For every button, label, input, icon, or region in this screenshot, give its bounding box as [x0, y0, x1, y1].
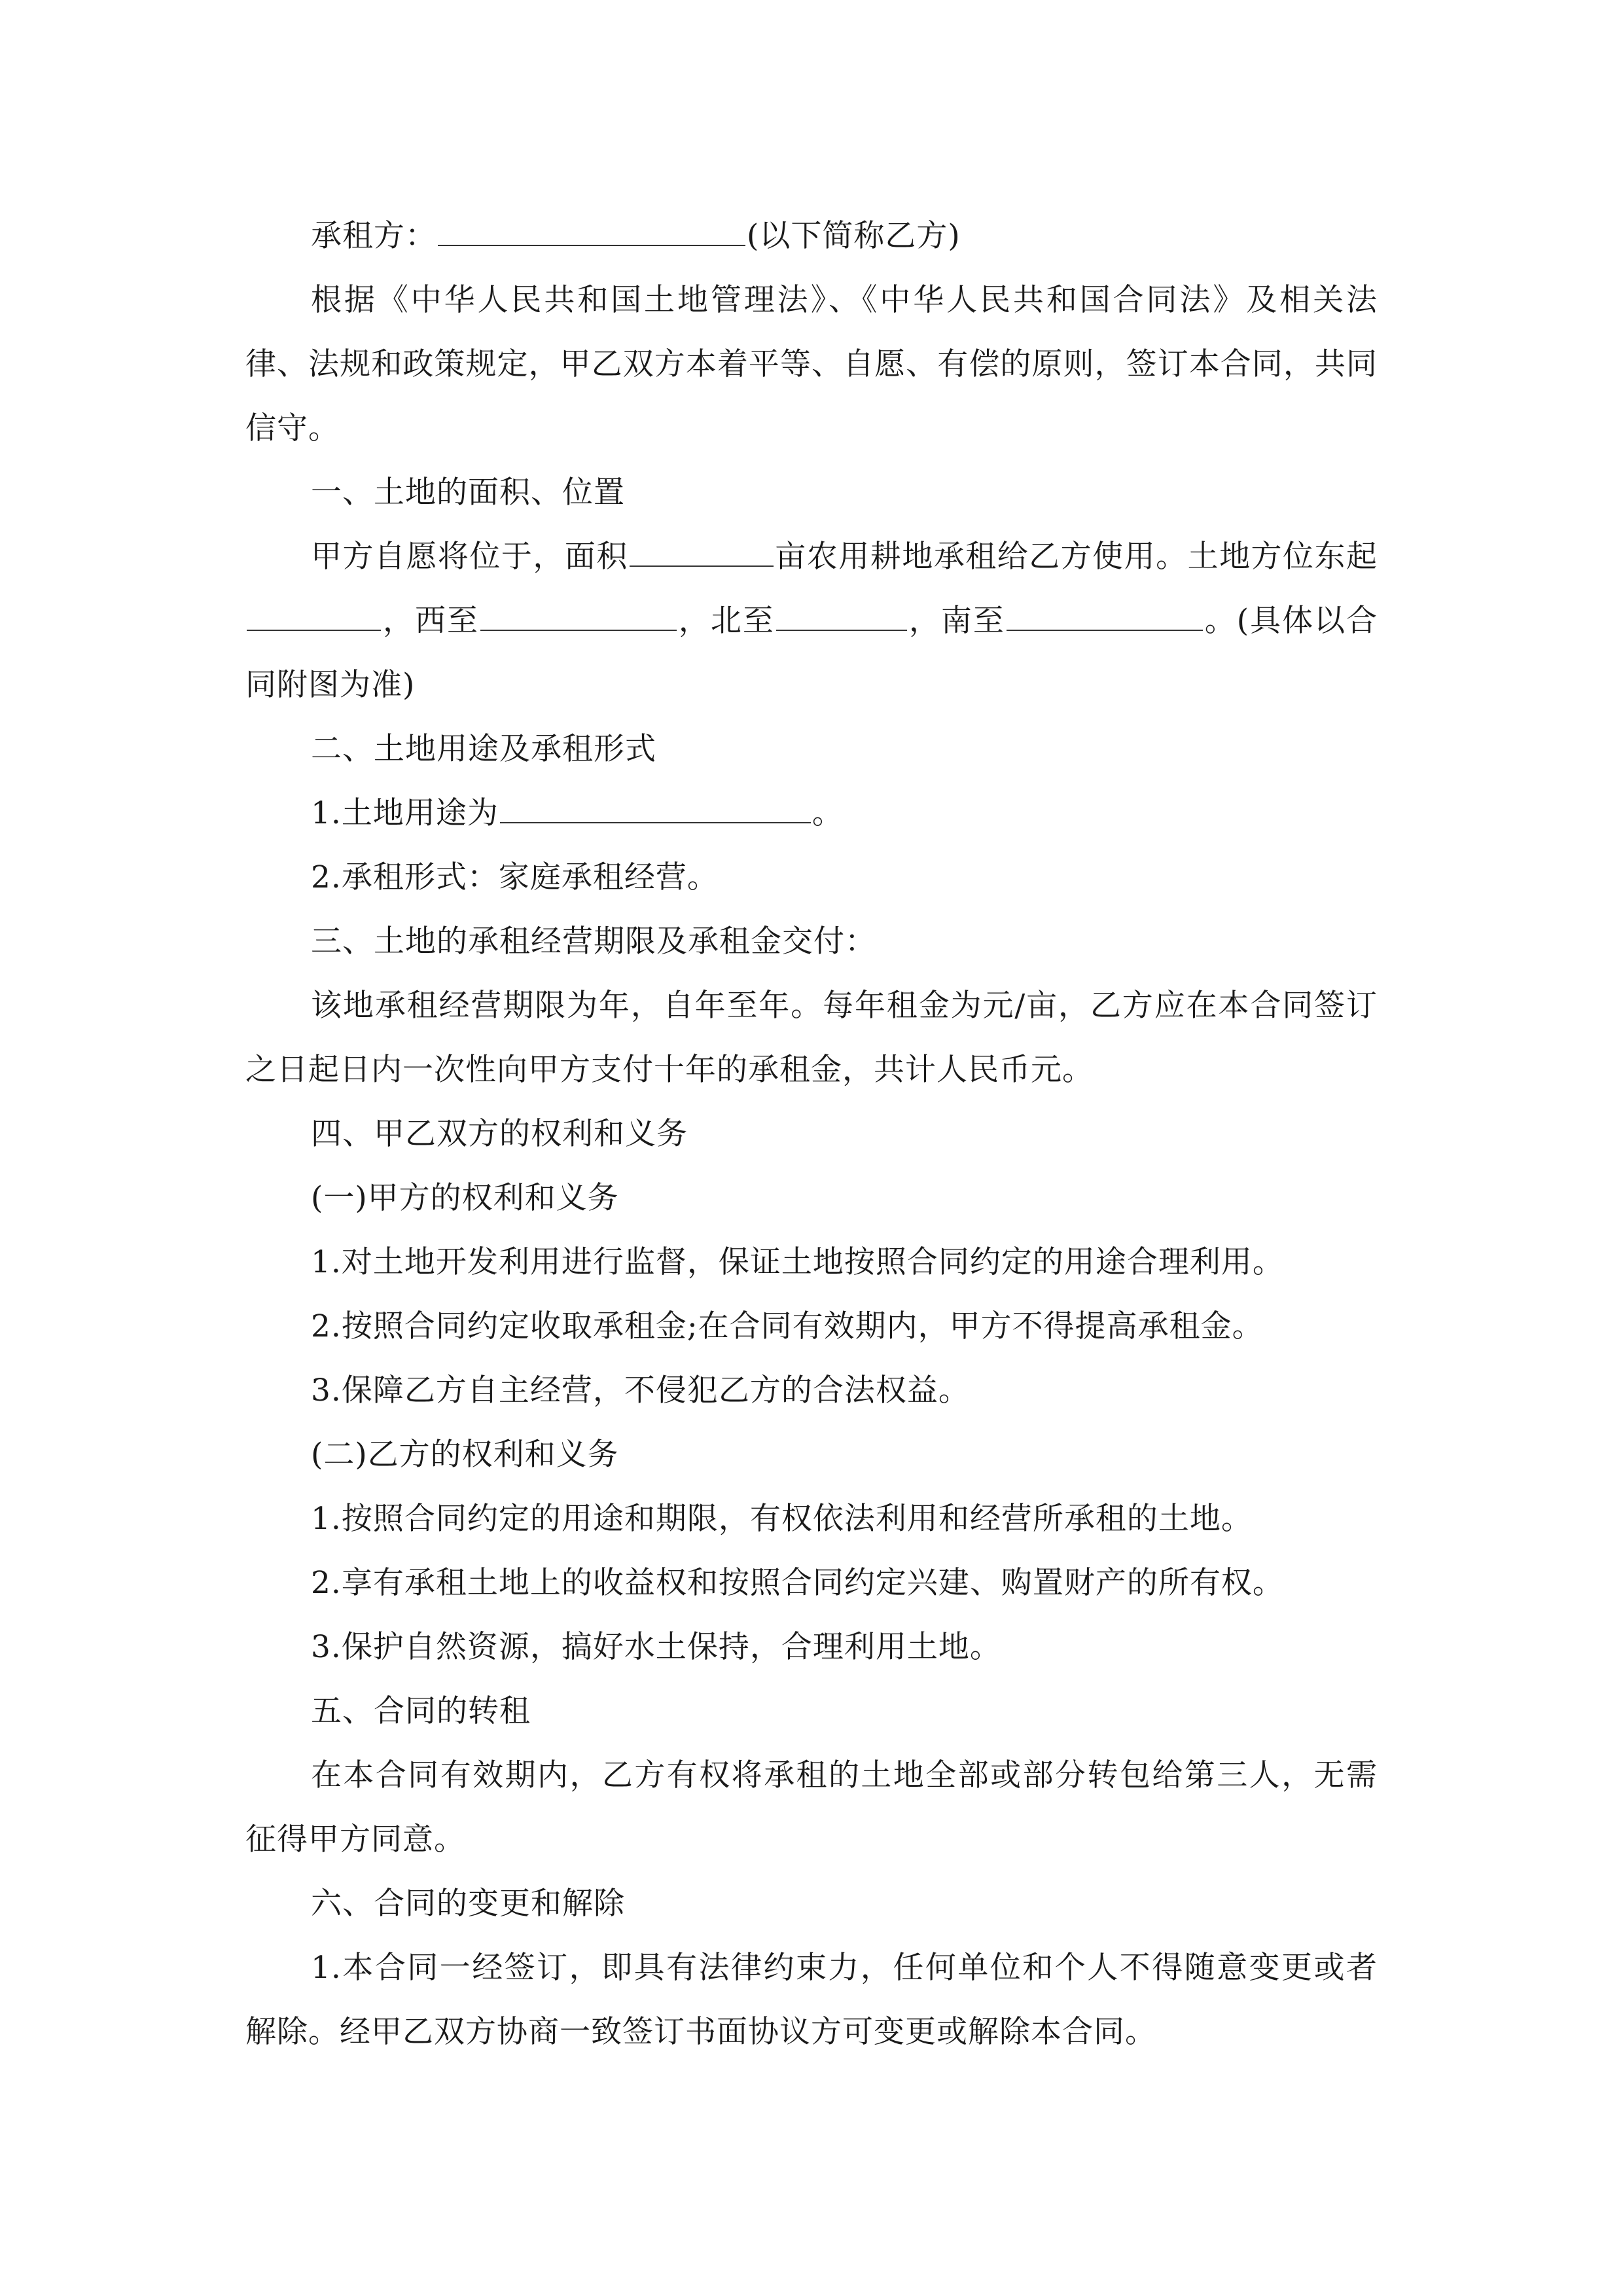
section-5-body: 在本合同有效期内，乙方有权将承租的土地全部或部分转包给第三人，无需征得甲方同意。	[245, 1757, 1378, 1857]
section-5-heading: 五、合同的转租	[311, 1693, 531, 1729]
section-1-heading: 一、土地的面积、位置	[311, 475, 625, 511]
section-3-body: 该地承租经营期限为年，自年至年。每年租金为元/亩，乙方应在本合同签订之日起日内一次性向甲方支付十年的承租金，共计人民币元。	[245, 988, 1378, 1088]
party-a-item: 3.保障乙方自主经营，不侵犯乙方的合法权益。	[311, 1372, 970, 1408]
land-use-blank	[500, 821, 811, 823]
party-b-item: 3.保护自然资源，搞好水土保持，合理利用土地。	[311, 1629, 1001, 1665]
land-use-suffix: 。	[812, 795, 844, 831]
lessee-name-blank	[438, 244, 745, 246]
land-use-label: 1.土地用途为	[311, 795, 499, 831]
lessee-suffix: (以下简称乙方)	[747, 218, 961, 254]
contract-page	[245, 204, 1378, 2064]
section-2-item-1	[245, 781, 1378, 846]
lessee-line	[245, 204, 1378, 268]
section-1-body	[245, 525, 1378, 717]
party-b-item: 2.享有承租土地上的收益权和按照合同约定兴建、购置财产的所有权。	[311, 1565, 1284, 1601]
party-a-item: 1.对土地开发利用进行监督，保证土地按照合同约定的用途合理利用。	[311, 1244, 1284, 1280]
east-blank	[247, 629, 381, 631]
section-2-heading: 二、土地用途及承租形式	[311, 731, 656, 767]
s1-text-5: ，南至	[908, 603, 1005, 639]
party-a-heading: (一)甲方的权利和义务	[311, 1180, 619, 1216]
area-blank	[630, 565, 774, 567]
section-4-heading: 四、甲乙双方的权利和义务	[311, 1116, 688, 1152]
north-blank	[776, 629, 907, 631]
section-6-item-1: 1.本合同一经签订，即具有法律约束力，任何单位和个人不得随意变更或者解除。经甲乙双方协商一致签订书面协议方可变更或解除本合同。	[245, 1950, 1378, 2050]
intro-paragraph: 根据《中华人民共和国土地管理法》、《中华人民共和国合同法》及相关法律、法规和政策规定，甲乙双方本着平等、自愿、有偿的原则，签订本合同，共同信守。	[245, 282, 1378, 446]
s1-text-2: 亩农用耕地承租给乙方使用。土地方位东起	[774, 539, 1378, 575]
section-6-heading: 六、合同的变更和解除	[311, 1886, 625, 1922]
s1-text-6: 。(具体以合同附图为准)	[245, 603, 1378, 703]
section-2-item-2: 2.承租形式：家庭承租经营。	[311, 859, 719, 895]
party-b-item: 1.按照合同约定的用途和期限，有权依法利用和经营所承租的土地。	[311, 1501, 1253, 1537]
s1-text-4: ，北至	[677, 603, 775, 639]
party-b-heading: (二)乙方的权利和义务	[311, 1437, 619, 1473]
party-a-item: 2.按照合同约定收取承租金;在合同有效期内，甲方不得提高承租金。	[311, 1308, 1264, 1344]
section-3-heading: 三、土地的承租经营期限及承租金交付：	[311, 924, 876, 960]
s1-text-1: 甲方自愿将位于，面积	[311, 539, 628, 575]
lessee-label: 承租方：	[311, 218, 437, 254]
s1-text-3: ，西至	[382, 603, 479, 639]
south-blank	[1007, 629, 1203, 631]
west-blank	[480, 629, 677, 631]
